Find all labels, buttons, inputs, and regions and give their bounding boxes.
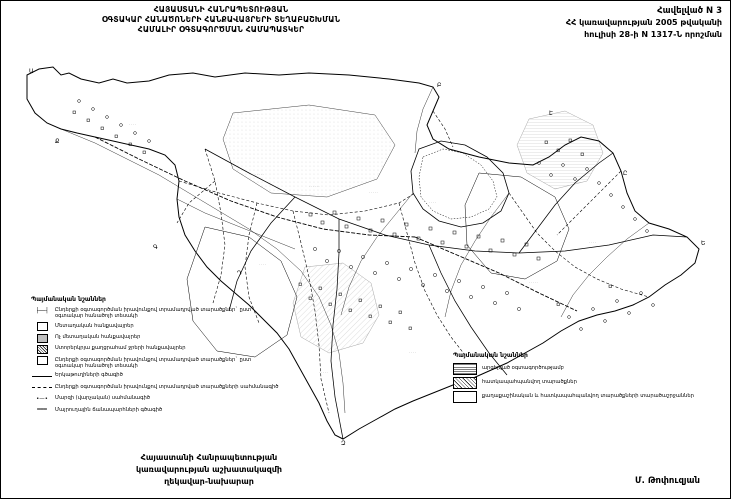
bracket-icon: ├──┤ bbox=[35, 307, 49, 314]
svg-text:· · · ·: · · · · bbox=[129, 122, 136, 126]
solid-line-icon bbox=[29, 372, 55, 381]
svg-text:Ե: Ե bbox=[701, 240, 706, 247]
square-hatched-icon bbox=[29, 345, 55, 354]
svg-text:· · · · ·: · · · · · bbox=[255, 172, 264, 176]
document-title-line-3: ՀԱՄԱԼԻՐ ՕԳՏԱԳՈՐԾՄԱՆ ՀԱՄԱՊԱՏԿԵՐ bbox=[137, 25, 305, 34]
legend-item bbox=[29, 322, 279, 331]
legend-item-label: Ոչ մետաղական հանքավայրեր bbox=[55, 334, 141, 340]
svg-text:Բ: Բ bbox=[437, 82, 442, 89]
horizontal-hatch-icon bbox=[453, 363, 477, 375]
svg-text:Ը: Ը bbox=[623, 170, 628, 177]
legend-symbols bbox=[29, 297, 279, 418]
diagonal-hatch-icon bbox=[453, 377, 477, 389]
legend-area-item bbox=[453, 377, 715, 389]
legend-item-label: Երկաթուղիների գծագիծ bbox=[55, 372, 123, 379]
point-marker-icon: •—• bbox=[36, 396, 48, 403]
dashed-line-icon bbox=[29, 383, 55, 392]
svg-text:· · · · · ·: · · · · · · bbox=[309, 184, 320, 188]
signatory-title bbox=[89, 452, 329, 488]
svg-text:· · · · ·: · · · · · bbox=[489, 210, 498, 214]
svg-text:· · · ·: · · · · bbox=[409, 350, 416, 354]
signatory-line-1: Հայաստանի Հանրապետության bbox=[140, 453, 278, 462]
legend-item-label: Ընդերքի օգտագործման իրավունքով տրամադրված տարածքների սահմանագիծ bbox=[55, 383, 279, 390]
legend-item bbox=[29, 372, 279, 381]
signatory-name: Մ. Թոփուզյան bbox=[635, 476, 700, 486]
legend-item-label: Ստորերկրյա քաղցրահամ ջրերի հանքավայրեր bbox=[55, 345, 186, 352]
legend-item bbox=[29, 356, 279, 369]
svg-text:Ք: Ք bbox=[55, 138, 60, 145]
legend-item bbox=[29, 406, 279, 415]
svg-text:· · · ·: · · · · bbox=[259, 262, 266, 266]
legend-area-label: հատկապահպանվող տարածքներ bbox=[482, 379, 577, 386]
legend-item-label: Ընդերքի օգտագործման իրավունքով տրամադրված տարածքներ` ըստ օգտակար հանածոյի տեսակի bbox=[55, 356, 252, 370]
document-title-line-2: ՕԳՏԱԿԱՐ ՀԱՆԱԾՈՆԵՐԻ ՀԱՆՔԱՎԱՅՐԵՐԻ ՏԵՂԱԲԱՇԽՄԱՆ bbox=[101, 15, 341, 24]
lake-sevan bbox=[411, 141, 509, 227]
legend-area-item bbox=[453, 363, 715, 375]
document-title-line-1: ՀԱՅԱՍՏԱՆԻ ՀԱՆՐԱՊԵՏՈՒԹՅԱՆ bbox=[153, 5, 289, 14]
square-outline-icon bbox=[29, 356, 55, 365]
legend-areas-title: Պայմանական նշաններ bbox=[453, 352, 528, 359]
square-outline-icon bbox=[29, 322, 55, 331]
document-title bbox=[41, 5, 401, 35]
legend-item-label: Մետաղական հանքավայրեր bbox=[55, 322, 134, 329]
legend-item bbox=[29, 345, 279, 354]
legend-area-label: քաղաքաշինական և հատկապահպանվող տարածքների տարածաշրջաններ bbox=[482, 393, 694, 400]
legend-item bbox=[29, 306, 279, 319]
legend-area-label: արգելված օգտագործությամբ bbox=[482, 365, 564, 372]
blank-fill-icon bbox=[453, 391, 477, 403]
svg-text:· · · · ·: · · · · · bbox=[529, 280, 538, 284]
legend-areas bbox=[453, 353, 715, 405]
svg-text:· · · ·: · · · · bbox=[429, 200, 436, 204]
legend-symbols-title: Պայմանական նշաններ bbox=[31, 296, 106, 303]
legend-item-label: Ընդերքի օգտագործման իրավունքով տրամադրված տարածքներ` ըստ օգտակար հանածոյի տեսակի bbox=[55, 306, 252, 320]
svg-text:Ա: Ա bbox=[29, 68, 34, 75]
signatory-line-3: ղեկավար-նախարար bbox=[164, 477, 254, 486]
svg-text:· · · · ·: · · · · · bbox=[319, 370, 328, 374]
square-dotted-icon bbox=[29, 334, 55, 343]
signatory-line-2: կառավարության աշխատակազմի bbox=[135, 465, 283, 474]
annex-decree-line-2: հուլիսի 28-ի N 1317-Ն որոշման bbox=[584, 30, 722, 39]
svg-text:Զ: Զ bbox=[341, 440, 346, 447]
annex-reference bbox=[442, 5, 722, 41]
legend-item bbox=[29, 334, 279, 343]
svg-text:· · · · ·: · · · · · bbox=[369, 190, 378, 194]
legend-item bbox=[29, 395, 279, 404]
road-line-icon: ═══ bbox=[37, 407, 47, 414]
legend-area-item bbox=[453, 391, 715, 403]
svg-text:Դ: Դ bbox=[237, 270, 242, 277]
svg-text:· · · ·: · · · · bbox=[589, 240, 596, 244]
svg-text:Է: Է bbox=[549, 110, 553, 117]
legend-item bbox=[29, 383, 279, 392]
svg-text:Գ: Գ bbox=[153, 244, 158, 251]
legend-item-label: Մայրուղային ճանապարհների գծագիծ bbox=[55, 406, 163, 413]
annex-decree-line-1: ՀՀ կառավարության 2005 թվականի bbox=[565, 18, 722, 27]
legend-item-label: Մարզի (վարչական) սահմանագիծ bbox=[55, 395, 151, 402]
annex-number: Հավելված N 3 bbox=[657, 6, 722, 16]
